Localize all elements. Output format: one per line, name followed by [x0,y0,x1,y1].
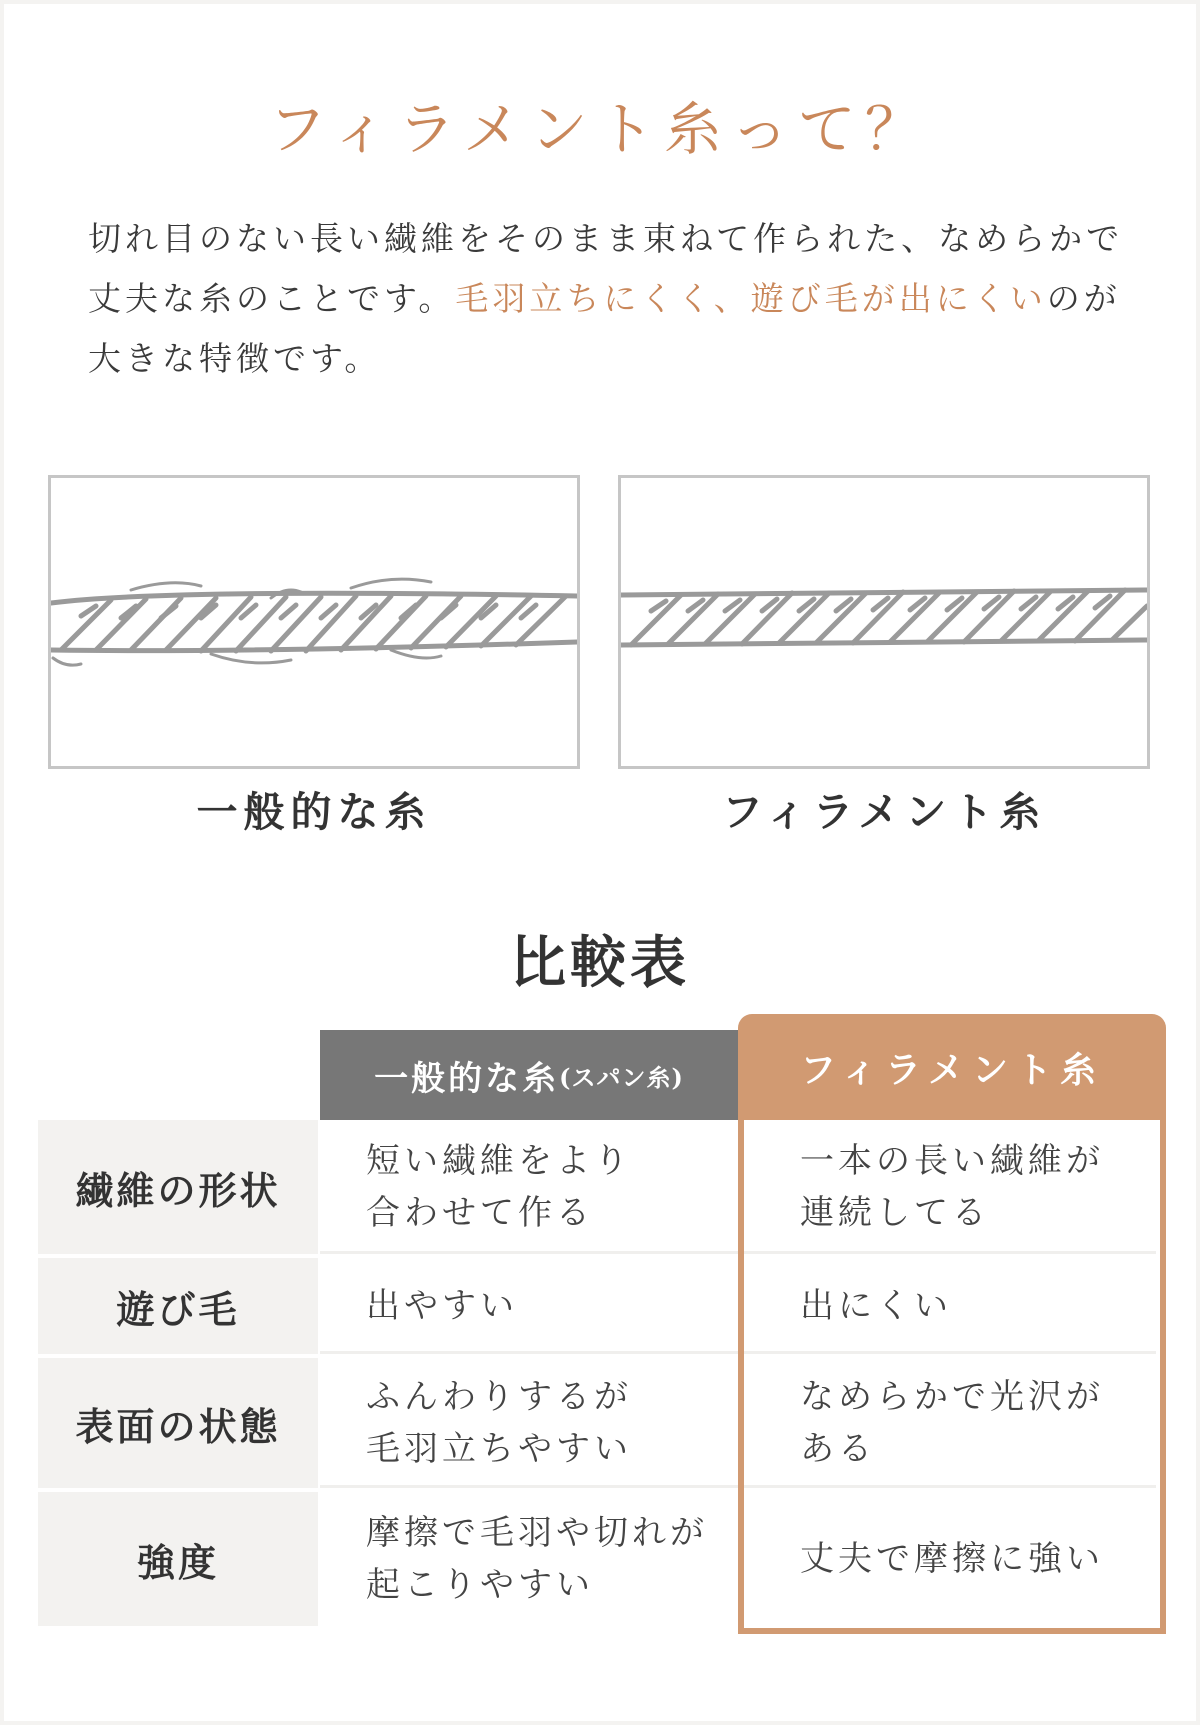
general-yarn-label: 一般的な糸 [196,788,432,836]
intro-text: 切れ目のない長い繊維をそのまま束ねて作られた、なめらかで丈夫な糸のことです。毛羽立ちにくく、遊び毛が出にくいのが大きな特徴です。 [88,219,1124,378]
row-label: 遊び毛 [38,1258,318,1354]
table-row [34,1120,1164,1254]
row-divider [320,1351,1156,1354]
table-row [34,1492,1164,1626]
page-title: フィラメント糸って？ [268,95,932,163]
filament-cell: 一本の長い繊維が 連続してる [800,1141,1104,1233]
table-row [34,1358,1164,1488]
row-label: 強度 [38,1492,318,1626]
general-cell: 摩擦で毛羽や切れが 起こりやすい [366,1513,708,1605]
comparison-heading: 比較表 [510,930,690,996]
intro-highlight: 毛羽立ちにくく、遊び毛が出にくい [455,279,1047,318]
filament-cell: なめらかで光沢が ある [800,1377,1104,1469]
column-header-general: 一般的な糸 (スパン糸) [320,1030,738,1120]
general-cell: 短い繊維をより 合わせて作る [366,1141,632,1233]
row-divider [320,1251,1156,1254]
page [4,4,1196,1721]
general-yarn-illustration [48,475,580,769]
table-row [34,1258,1164,1354]
filament-yarn-icon [621,478,1147,766]
row-label: 繊維の形状 [38,1120,318,1254]
column-header-filament: フィラメント糸 [738,1014,1166,1120]
general-cell: 出やすい [366,1286,518,1326]
general-cell: ふんわりするが 毛羽立ちやすい [366,1377,632,1469]
spun-yarn-icon [51,478,577,766]
filament-yarn-label: フィラメント糸 [721,788,1047,836]
filament-cell: 出にくい [800,1286,952,1326]
row-divider [320,1485,1156,1488]
filament-cell: 丈夫で摩擦に強い [800,1539,1104,1579]
filament-yarn-illustration [618,475,1150,769]
row-label: 表面の状態 [38,1358,318,1488]
